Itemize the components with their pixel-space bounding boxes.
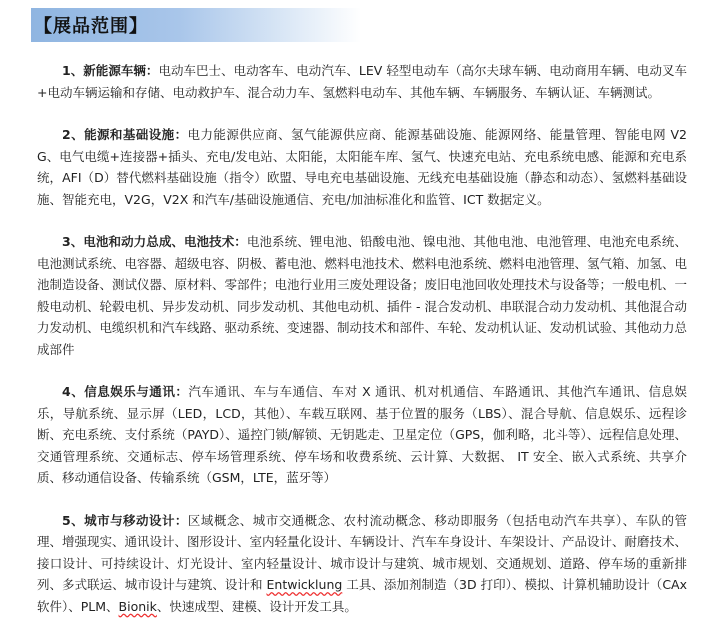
paragraph-heading: 4、信息娱乐与通讯：: [62, 384, 189, 399]
paragraph-city-mobility-design: [37, 510, 687, 618]
paragraph-heading: 3、电池和动力总成、电池技术：: [62, 234, 247, 249]
exhibit-scope-content: [37, 60, 687, 638]
paragraph-battery-powertrain: [37, 231, 687, 360]
spellcheck-word: Entwicklung: [266, 577, 343, 592]
paragraph-text: 电池系统、锂电池、铅酸电池、镍电池、其他电池、电池管理、电池充电系统、电池测试系统、电容器、超级电容、阴极、蓄电池、燃料电池技术、燃料电池系统、燃料电池管理、氢气箱、加氢、电池制造设备、测试仪器、原材料、零部件；电池行业用三废处理设备；废旧电池回收处理技术与设备等；一般电机、一般电动机、轮毂电机、异步发动机、同步发动机、其他电动机、插件 - 混合发动机、串联混合动力发动机、其他混合动力发动机、电缆织机和汽车线路、驱动系统、变速器、制动技术和部件、车轮、发动机认证、发动机试验、其他动力总成部件: [37, 234, 688, 357]
paragraph-text-part: 、快速成型、建模、设计开发工具。: [156, 598, 357, 614]
paragraph-heading: 1、新能源车辆：: [62, 63, 159, 78]
paragraph-heading: 5、城市与移动设计：: [62, 512, 188, 528]
paragraph-energy-infrastructure: [37, 124, 687, 210]
paragraph-infotainment-communication: [37, 381, 687, 489]
paragraph-text: 电动车巴士、电动客车、电动汽车、LEV 轻型电动车（高尔夫球车辆、电动商用车辆、电动叉车+电动车辆运输和存储、电动救护车、混合动力车、氢燃料电动车、其他车辆、车辆服务、车辆认证、车辆测试。: [37, 63, 687, 100]
spellcheck-word: Bionik: [118, 598, 157, 614]
section-title: 【展品范围】: [34, 16, 148, 37]
paragraph-text: 电力能源供应商、氢气能源供应商、能源基础设施、能源网络、能量管理、智能电网 V2G、电气电缆+连接器+插头、充电/发电站、太阳能，太阳能车库、氢气、快速充电站、充电系统电感、能源和充电系统，AFI（D）替代燃料基础设施（指令）欧盟、导电充电基础设施、无线充电基础设施（静态和动态）、氢燃料基础设施、智能充电，V2G，V2X 和汽车/基础设施通信、充电/加油标准化和监管、ICT 数据定义。: [37, 127, 688, 207]
paragraph-text-part: 区域概念、城市交通概念、农村流动概念、移动即服务（包括电动汽车共享）、车队的管理、增强现实、通讯设计、图形设计、室内轻量化设计、车辆设计、汽车车身设计、车架设计、产品设计、耐磨技术、接口设计、可持续设计、灯光设计、室内轻量设计、城市设计与建筑、城市规划、交通规划、道路、停车场的重新排列、多式联运、城市设计与建筑、设计和: [37, 512, 688, 592]
paragraph-new-energy-vehicles: [37, 60, 687, 103]
paragraph-text-part: 工具、添加剂制造（3D 打印）、模拟、计算机辅助设计（CAx 软件）、PLM、: [37, 577, 687, 614]
paragraph-heading: 2、能源和基础设施：: [62, 127, 188, 142]
paragraph-text: 汽车通讯、车与车通信、车对 X 通讯、机对机通信、车路通讯、其他汽车通讯、信息娱乐，导航系统、显示屏（LED，LCD，其他）、车载互联网、基于位置的服务（LBS）、混合导航、信息娱乐、远程诊断、充电系统、支付系统（PAYD）、遥控门锁/解锁、无钥匙走、卫星定位（GPS，伽利略，北斗等）、远程信息处理、交通管理系统、交通标志、停车场管理系统、停车场和收费系统、云计算、大数据、 IT 安全、嵌入式系统、共享介质、移动通信设备、传输系统（GSM，LTE，蓝牙等）: [37, 384, 688, 485]
